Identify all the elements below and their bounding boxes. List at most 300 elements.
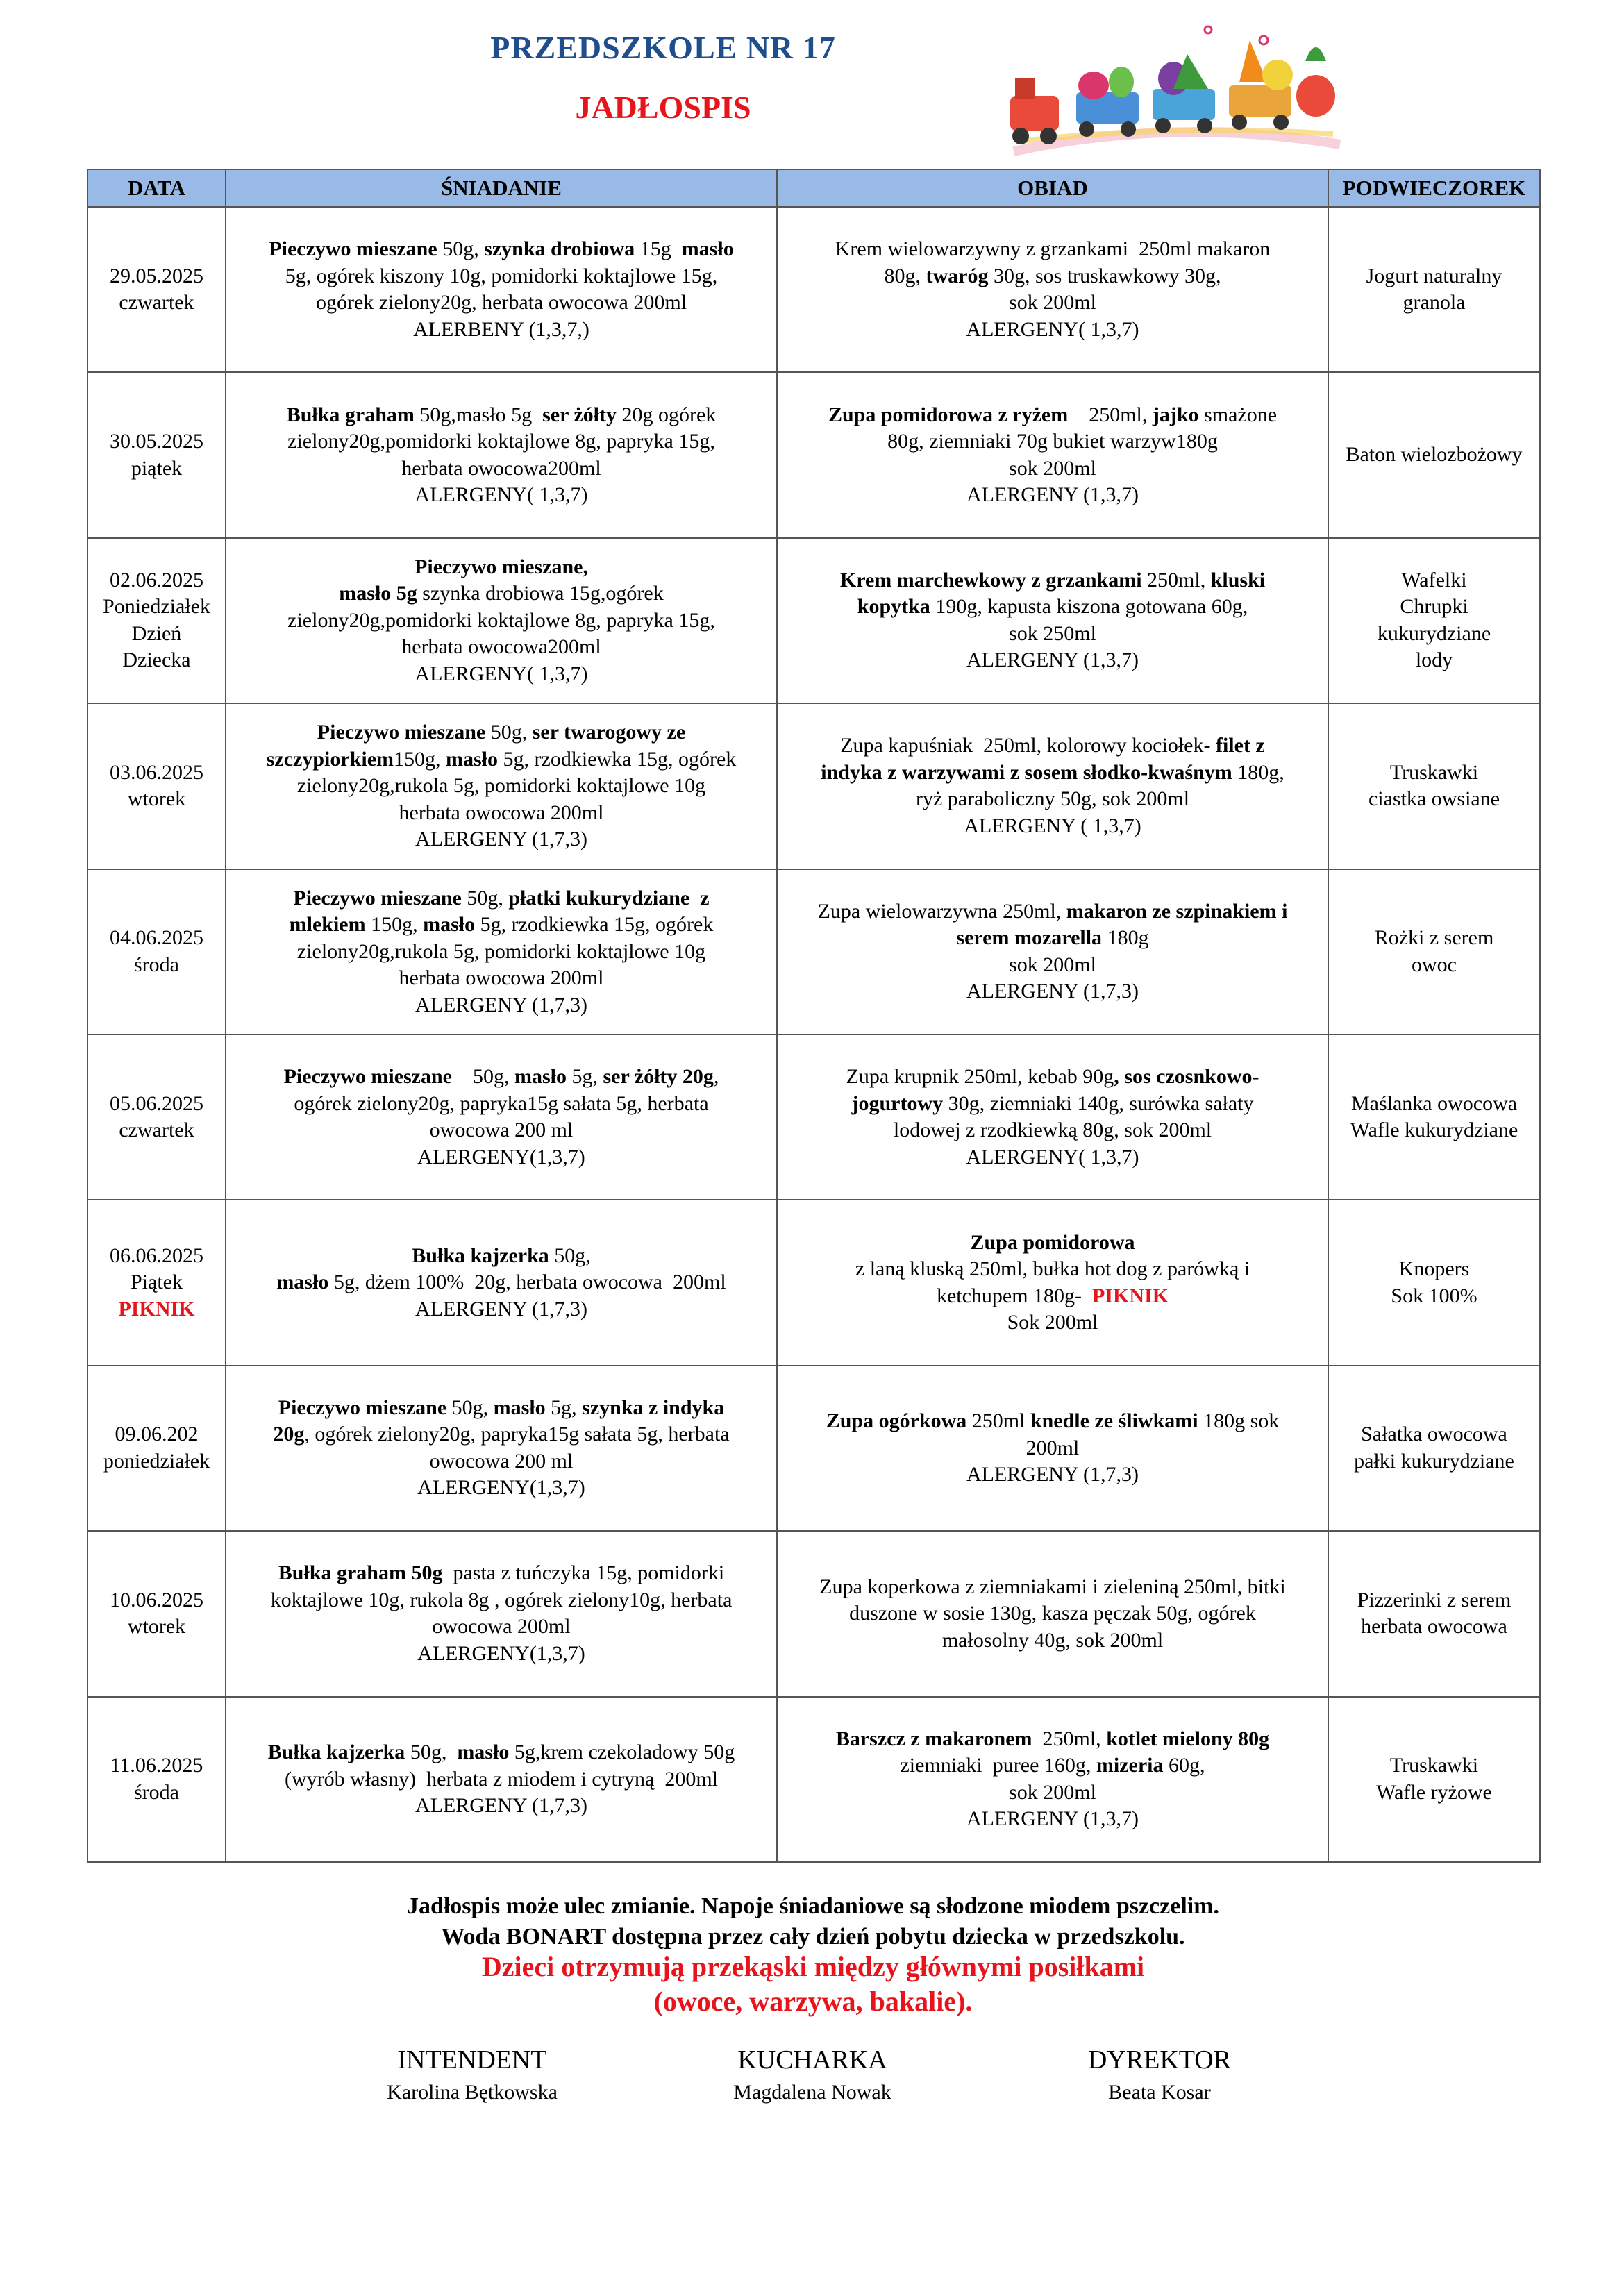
cell-line bbox=[1339, 621, 1530, 648]
text-segment: ALERGENY (1,7,3) bbox=[966, 1463, 1139, 1486]
text-segment: owocowa 200 ml bbox=[429, 1449, 574, 1473]
text-segment: Bułka graham bbox=[286, 403, 415, 426]
text-segment: ALERGENY( 1,3,7) bbox=[415, 483, 588, 507]
text-segment: ALERGENY(1,3,7) bbox=[417, 1476, 585, 1500]
cell-line bbox=[1339, 1283, 1530, 1310]
cell-line bbox=[1339, 952, 1530, 979]
text-segment: , ogórek zielony20g, papryka15g sałata 5g, herbata bbox=[304, 1423, 730, 1446]
text-segment: ogórek zielony20g, herbata owocowa 200ml bbox=[315, 291, 687, 315]
cell-line bbox=[1339, 1779, 1530, 1807]
cell-line bbox=[787, 1408, 1318, 1435]
lunch-cell bbox=[777, 703, 1328, 869]
text-segment: sok 200ml bbox=[1009, 1780, 1096, 1804]
cell-line bbox=[1339, 263, 1530, 290]
cell-line bbox=[236, 634, 767, 661]
snack-cell bbox=[1328, 1697, 1540, 1862]
table-row bbox=[87, 1034, 1540, 1200]
signature-name: Magdalena Nowak bbox=[733, 2081, 891, 2104]
text-segment: owoc bbox=[1412, 953, 1457, 976]
text-segment: Barszcz z makaronem bbox=[835, 1727, 1032, 1750]
text-segment: ALERGENY (1,7,3) bbox=[415, 828, 587, 851]
cell-line bbox=[236, 661, 767, 688]
text-segment: serem mozarella bbox=[956, 926, 1103, 950]
text-segment: herbata owocowa200ml bbox=[401, 456, 601, 480]
table-row bbox=[87, 207, 1540, 372]
table-row bbox=[87, 1366, 1540, 1531]
text-segment: małosolny 40g, sok 200ml bbox=[941, 1628, 1164, 1652]
cell-line bbox=[1339, 594, 1530, 621]
cell-line bbox=[236, 263, 767, 290]
text-segment: Bułka graham 50g bbox=[278, 1561, 443, 1585]
text-segment: herbata owocowa bbox=[1361, 1615, 1507, 1639]
menu-table bbox=[87, 169, 1541, 1863]
text-segment: Truskawki bbox=[1389, 760, 1479, 784]
date-line: Poniedziałek bbox=[103, 595, 210, 619]
text-segment: Maślanka owocowa bbox=[1350, 1091, 1518, 1115]
text-segment: knedle ze śliwkami bbox=[1030, 1409, 1198, 1433]
text-segment: ALERGENY (1,7,3) bbox=[415, 1297, 587, 1321]
text-segment: Zupa wielowarzywna 250ml, bbox=[817, 899, 1066, 923]
signature-role: KUCHARKA bbox=[737, 2045, 887, 2075]
cell-line bbox=[236, 826, 767, 853]
text-segment: herbata owocowa 200ml bbox=[399, 801, 604, 824]
text-segment: 150g, bbox=[394, 747, 446, 771]
text-segment: , sos czosnkowo- bbox=[1114, 1065, 1259, 1089]
text-segment: Zupa krupnik 250ml, kebab 90g bbox=[846, 1065, 1114, 1089]
text-segment: masło 5g bbox=[339, 582, 417, 605]
signature-role: INTENDENT bbox=[397, 2045, 547, 2075]
cell-line bbox=[787, 455, 1318, 483]
footer-note-line2: Woda BONART dostępna przez cały dzień pobytu dziecka w przedszkolu. bbox=[441, 1924, 1185, 1950]
text-segment: koktajlowe 10g, rukola 8g , ogórek zielony10g, herbata bbox=[270, 1588, 733, 1611]
breakfast-cell bbox=[226, 372, 777, 537]
text-segment: Zupa pomidorowa z ryżem bbox=[828, 403, 1069, 426]
cell-line bbox=[236, 746, 767, 773]
text-segment: Jogurt naturalny bbox=[1366, 264, 1502, 287]
lunch-cell bbox=[777, 207, 1328, 372]
cell-line bbox=[787, 1726, 1318, 1753]
cell-line bbox=[787, 263, 1318, 290]
text-segment: ALERGENY (1,7,3) bbox=[966, 980, 1139, 1003]
date-line: środa bbox=[134, 953, 179, 976]
cell-line bbox=[236, 1739, 767, 1766]
cell-line bbox=[236, 402, 767, 429]
text-segment: Zupa koperkowa z ziemniakami i zieleniną 250ml, bitki bbox=[819, 1575, 1286, 1598]
cell-line bbox=[1339, 1117, 1530, 1144]
cell-line bbox=[787, 428, 1318, 455]
text-segment: jajko bbox=[1152, 403, 1199, 426]
signature-name: Beata Kosar bbox=[1108, 2081, 1211, 2104]
text-segment: 250ml, bbox=[1068, 403, 1153, 426]
text-segment: 80g, bbox=[884, 264, 926, 287]
text-segment: granola bbox=[1403, 291, 1466, 315]
text-segment: 200ml bbox=[1026, 1436, 1080, 1459]
text-segment: lodowej z rzodkiewką 80g, sok 200ml bbox=[893, 1118, 1212, 1142]
text-segment: PIKNIK bbox=[1092, 1284, 1169, 1307]
text-segment: Wafle ryżowe bbox=[1376, 1780, 1492, 1804]
lunch-cell bbox=[777, 1697, 1328, 1862]
cell-line bbox=[787, 621, 1318, 648]
cell-line bbox=[787, 732, 1318, 760]
text-segment: Krem marchewkowy z grzankami bbox=[839, 568, 1142, 592]
cell-line bbox=[236, 800, 767, 827]
text-segment: z laną kluską 250ml, bułka hot dog z parówką i bbox=[855, 1257, 1250, 1281]
text-segment: Zupa pomidorowa bbox=[970, 1230, 1135, 1254]
text-segment: Baton wielozbożowy bbox=[1346, 443, 1523, 467]
breakfast-cell bbox=[226, 869, 777, 1034]
snack-cell bbox=[1328, 869, 1540, 1034]
cell-line bbox=[236, 1793, 767, 1820]
breakfast-cell bbox=[226, 703, 777, 869]
text-segment: masło bbox=[493, 1396, 546, 1419]
date-line: 11.06.2025 bbox=[110, 1754, 203, 1777]
text-segment: ALERBENY (1,3,7,) bbox=[413, 317, 589, 341]
column-header-snack: PODWIECZOREK bbox=[1328, 169, 1540, 207]
text-segment: Zupa ogórkowa bbox=[826, 1409, 967, 1433]
cell-line bbox=[787, 1283, 1318, 1310]
breakfast-cell bbox=[226, 1366, 777, 1531]
text-segment: ALERGENY (1,3,7) bbox=[966, 648, 1139, 672]
snack-cell bbox=[1328, 703, 1540, 869]
date-cell bbox=[87, 1531, 226, 1696]
cell-line bbox=[236, 1587, 767, 1614]
cell-line bbox=[236, 1766, 767, 1793]
cell-line bbox=[236, 1641, 767, 1668]
cell-line bbox=[787, 1779, 1318, 1807]
column-header-breakfast: ŚNIADANIE bbox=[226, 169, 777, 207]
date-line: wtorek bbox=[127, 1615, 186, 1639]
footer-note-line1: Jadłospis może ulec zmianie. Napoje śniadaniowe są słodzone miodem pszczelim. bbox=[406, 1893, 1220, 1919]
cell-line bbox=[787, 925, 1318, 952]
text-segment: , bbox=[713, 1065, 719, 1089]
text-segment: Truskawki bbox=[1389, 1754, 1479, 1777]
breakfast-cell bbox=[226, 1531, 777, 1696]
text-segment: sok 200ml bbox=[1009, 953, 1096, 976]
text-segment: jogurtowy bbox=[851, 1091, 944, 1115]
text-segment: 30g, ziemniaki 140g, surówka sałaty bbox=[943, 1091, 1254, 1115]
cell-line bbox=[787, 482, 1318, 509]
text-segment: 20g bbox=[273, 1423, 305, 1446]
cell-line bbox=[1339, 1091, 1530, 1118]
text-segment: masło bbox=[681, 237, 734, 261]
cell-line bbox=[787, 1144, 1318, 1171]
cell-line bbox=[787, 402, 1318, 429]
text-segment: herbata owocowa200ml bbox=[401, 635, 601, 659]
text-segment: ser żółty 20g bbox=[603, 1065, 714, 1089]
cell-line bbox=[1339, 1587, 1530, 1614]
text-segment: sok 250ml bbox=[1009, 621, 1096, 645]
date-cell bbox=[87, 1366, 226, 1531]
cell-line bbox=[787, 898, 1318, 925]
text-segment: szynka drobiowa 15g,ogórek bbox=[417, 582, 664, 605]
date-line: piątek bbox=[131, 456, 183, 480]
text-segment: 5g, rzodkiewka 15g, ogórek bbox=[475, 913, 714, 936]
cell-line bbox=[787, 1256, 1318, 1283]
text-segment: Bułka kajzerka bbox=[412, 1243, 549, 1267]
lunch-cell bbox=[777, 1531, 1328, 1696]
cell-line bbox=[236, 1091, 767, 1118]
cell-line bbox=[787, 1627, 1318, 1654]
cell-line bbox=[787, 594, 1318, 621]
cell-line bbox=[236, 290, 767, 317]
cell-line bbox=[787, 1091, 1318, 1118]
cell-line bbox=[787, 1461, 1318, 1489]
text-segment: Pieczywo mieszane bbox=[293, 886, 462, 910]
text-segment: owocowa 200ml bbox=[432, 1615, 571, 1639]
cell-line bbox=[236, 719, 767, 746]
text-segment: Wafelki bbox=[1401, 568, 1467, 592]
text-segment: ALERGENY (1,3,7) bbox=[966, 1807, 1139, 1831]
cell-line bbox=[1339, 760, 1530, 787]
text-segment: ser żółty bbox=[542, 403, 617, 426]
text-segment: kotlet mielony 80g bbox=[1106, 1727, 1270, 1750]
text-segment: masło bbox=[457, 1741, 510, 1763]
text-segment: 5g, bbox=[545, 1396, 583, 1419]
cell-line bbox=[236, 428, 767, 455]
lunch-cell bbox=[777, 1034, 1328, 1200]
cell-line bbox=[787, 952, 1318, 979]
text-segment: ALERGENY( 1,3,7) bbox=[966, 1145, 1139, 1168]
text-segment: 5g, ogórek kiszony 10g, pomidorki koktajlowe 15g, bbox=[285, 264, 718, 287]
text-segment: Sałatka owocowa bbox=[1361, 1423, 1507, 1446]
date-line: 03.06.2025 bbox=[110, 760, 203, 784]
text-segment: ALERGENY( 1,3,7) bbox=[966, 317, 1139, 341]
text-segment: ALERGENY (1,3,7) bbox=[966, 483, 1139, 507]
text-segment: 30g, sos truskawkowy 30g, bbox=[988, 264, 1221, 287]
snack-cell bbox=[1328, 1034, 1540, 1200]
text-segment: 50g, bbox=[485, 721, 533, 744]
snack-cell bbox=[1328, 1366, 1540, 1531]
text-segment: Knopers bbox=[1398, 1257, 1470, 1281]
text-segment: herbata owocowa 200ml bbox=[399, 966, 604, 989]
text-segment: kopytka bbox=[857, 595, 930, 619]
table-row bbox=[87, 372, 1540, 537]
text-segment: 5g,krem czekoladowy 50g bbox=[509, 1741, 735, 1763]
text-segment: 50g, bbox=[446, 1396, 494, 1419]
cell-line bbox=[787, 786, 1318, 813]
page-subtitle: JADŁOSPIS bbox=[575, 90, 751, 125]
date-line: wtorek bbox=[127, 787, 186, 811]
page-title: PRZEDSZKOLE NR 17 bbox=[490, 30, 836, 65]
cell-line bbox=[236, 885, 767, 912]
text-segment: 50g,masło 5g bbox=[414, 403, 543, 426]
lunch-cell bbox=[777, 1200, 1328, 1365]
cell-line bbox=[787, 1574, 1318, 1601]
text-segment: 250ml bbox=[966, 1409, 1030, 1433]
cell-line bbox=[787, 567, 1318, 594]
cell-line bbox=[236, 992, 767, 1019]
cell-line bbox=[787, 1064, 1318, 1091]
text-segment: zielony20g,rukola 5g, pomidorki koktajlowe 10g bbox=[296, 939, 706, 963]
cell-line bbox=[236, 1395, 767, 1422]
cell-line bbox=[787, 760, 1318, 787]
text-segment: makaron ze szpinakiem i bbox=[1066, 899, 1288, 923]
date-line: 30.05.2025 bbox=[110, 430, 203, 453]
cell-line bbox=[787, 1230, 1318, 1257]
text-segment: Wafle kukurydziane bbox=[1350, 1118, 1518, 1142]
cell-line bbox=[236, 455, 767, 483]
cell-line bbox=[236, 1614, 767, 1641]
date-cell bbox=[87, 869, 226, 1034]
date-line: czwartek bbox=[119, 291, 194, 315]
text-segment: lody bbox=[1415, 648, 1453, 672]
text-segment: Rożki z serem bbox=[1374, 926, 1494, 950]
text-segment: (wyrób własny) herbata z miodem i cytryną 200ml bbox=[285, 1767, 718, 1791]
text-segment: ketchupem 180g- bbox=[936, 1284, 1093, 1307]
text-segment: szynka drobiowa bbox=[484, 237, 635, 261]
cell-line bbox=[236, 1560, 767, 1587]
text-segment: owocowa 200 ml bbox=[429, 1118, 574, 1142]
cell-line bbox=[236, 912, 767, 939]
text-segment: ALERGENY( 1,3,7) bbox=[415, 662, 588, 685]
text-segment: ryż paraboliczny 50g, sok 200ml bbox=[915, 787, 1190, 811]
cell-line bbox=[787, 813, 1318, 840]
signature-cook bbox=[656, 2044, 969, 2106]
snack-cell bbox=[1328, 207, 1540, 372]
cell-line bbox=[787, 317, 1318, 344]
text-segment: sok 200ml bbox=[1009, 456, 1096, 480]
text-segment: filet z bbox=[1215, 734, 1265, 757]
cell-line bbox=[787, 1117, 1318, 1144]
snack-cell bbox=[1328, 538, 1540, 703]
table-row bbox=[87, 869, 1540, 1034]
text-segment: Pieczywo mieszane, bbox=[415, 555, 588, 578]
cell-line bbox=[787, 1435, 1318, 1462]
text-segment: kluski bbox=[1210, 568, 1266, 592]
text-segment: 5g, bbox=[567, 1065, 603, 1089]
cell-line bbox=[1339, 925, 1530, 952]
cell-line bbox=[1339, 290, 1530, 317]
date-cell bbox=[87, 1034, 226, 1200]
text-segment: duszone w sosie 130g, kasza pęczak 50g, ogórek bbox=[849, 1602, 1256, 1625]
date-line: Piątek bbox=[131, 1271, 183, 1294]
lunch-cell bbox=[777, 372, 1328, 537]
table-row bbox=[87, 703, 1540, 869]
cell-line bbox=[1339, 786, 1530, 813]
date-cell bbox=[87, 372, 226, 537]
signature-name: Karolina Bętkowska bbox=[387, 2081, 558, 2104]
cell-line bbox=[787, 647, 1318, 674]
text-segment: szynka z indyka bbox=[582, 1396, 725, 1419]
cell-line bbox=[1339, 1448, 1530, 1475]
cell-line bbox=[236, 1064, 767, 1091]
text-segment: ogórek zielony20g, papryka15g sałata 5g, herbata bbox=[294, 1091, 709, 1115]
footer-red-note bbox=[87, 1950, 1539, 2019]
date-cell bbox=[87, 1697, 226, 1862]
lunch-cell bbox=[777, 538, 1328, 703]
table-header-row bbox=[87, 169, 1540, 207]
text-segment: pasta z tuńczyka 15g, pomidorki bbox=[442, 1561, 725, 1585]
text-segment: 180g sok bbox=[1198, 1409, 1280, 1433]
date-line: poniedziałek bbox=[103, 1449, 210, 1473]
footer-red-line2: (owoce, warzywa, bakalie). bbox=[653, 1986, 973, 2017]
text-segment: Sok 200ml bbox=[1007, 1311, 1098, 1334]
text-segment: ALERGENY(1,3,7) bbox=[417, 1145, 585, 1168]
date-line: środa bbox=[134, 1780, 179, 1804]
table-row bbox=[87, 538, 1540, 703]
cell-line bbox=[236, 1243, 767, 1270]
text-segment: ALERGENY(1,3,7) bbox=[417, 1641, 585, 1665]
text-segment: ciastka owsiane bbox=[1368, 787, 1500, 811]
text-segment: zielony20g,pomidorki koktajlowe 8g, papryka 15g, bbox=[287, 430, 715, 453]
text-segment: indyka z warzywami z sosem słodko-kwaśnym bbox=[821, 760, 1232, 784]
cell-line bbox=[236, 773, 767, 800]
text-segment: zielony20g,pomidorki koktajlowe 8g, papryka 15g, bbox=[287, 608, 715, 632]
cell-line bbox=[236, 965, 767, 992]
text-segment: ser twarogowy ze bbox=[532, 721, 686, 744]
cell-line bbox=[236, 939, 767, 966]
cell-line bbox=[236, 580, 767, 607]
table-row bbox=[87, 1697, 1540, 1862]
cell-line bbox=[236, 1448, 767, 1475]
text-segment: 50g, bbox=[405, 1741, 458, 1763]
text-segment: 250ml, bbox=[1141, 568, 1211, 592]
text-segment: Pieczywo mieszane bbox=[317, 721, 486, 744]
text-segment: pałki kukurydziane bbox=[1354, 1449, 1514, 1473]
lunch-cell bbox=[777, 1366, 1328, 1531]
lunch-cell bbox=[777, 869, 1328, 1034]
text-segment: twaróg bbox=[926, 264, 989, 287]
date-line: 04.06.2025 bbox=[110, 926, 203, 950]
date-line: 05.06.2025 bbox=[110, 1091, 203, 1115]
date-line: Dzień bbox=[131, 621, 182, 645]
cell-line bbox=[1339, 567, 1530, 594]
text-segment: ALERGENY (1,7,3) bbox=[415, 993, 587, 1016]
cell-line bbox=[236, 554, 767, 581]
text-segment: smażone bbox=[1198, 403, 1278, 426]
text-segment: Bułka kajzerka bbox=[267, 1741, 405, 1763]
cell-line bbox=[787, 1600, 1318, 1627]
text-segment: Pieczywo mieszane bbox=[269, 237, 437, 261]
cell-line bbox=[236, 1144, 767, 1171]
breakfast-cell bbox=[226, 1200, 777, 1365]
cell-line bbox=[787, 1309, 1318, 1336]
date-line: czwartek bbox=[119, 1118, 194, 1142]
breakfast-cell bbox=[226, 207, 777, 372]
date-line: 29.05.2025 bbox=[110, 264, 203, 287]
date-line: Dziecka bbox=[122, 648, 191, 672]
text-segment: 20g ogórek bbox=[616, 403, 717, 426]
text-segment: Chrupki bbox=[1400, 595, 1468, 619]
cell-line bbox=[787, 1752, 1318, 1779]
text-segment: 50g, bbox=[452, 1065, 514, 1089]
text-segment: 80g, ziemniaki 70g bukiet warzyw180g bbox=[887, 430, 1218, 453]
cell-line bbox=[236, 607, 767, 635]
snack-cell bbox=[1328, 1531, 1540, 1696]
breakfast-cell bbox=[226, 538, 777, 703]
cell-line bbox=[1339, 1614, 1530, 1641]
cell-line bbox=[1339, 1256, 1530, 1283]
text-segment: szczypiorkiem bbox=[266, 747, 394, 771]
text-segment: 190g, kapusta kiszona gotowana 60g, bbox=[930, 595, 1248, 619]
cell-line bbox=[236, 1117, 767, 1144]
text-segment: Sok 100% bbox=[1391, 1284, 1477, 1307]
column-header-date: DATA bbox=[87, 169, 226, 207]
text-segment: masło bbox=[446, 747, 499, 771]
text-segment: masło bbox=[423, 913, 476, 936]
date-line: 02.06.2025 bbox=[110, 568, 203, 592]
cell-line bbox=[787, 236, 1318, 263]
date-cell bbox=[87, 538, 226, 703]
cell-line bbox=[1339, 647, 1530, 674]
text-segment: 50g, bbox=[461, 886, 509, 910]
text-segment: ALERGENY ( 1,3,7) bbox=[964, 814, 1141, 837]
text-segment: Pieczywo mieszane bbox=[283, 1065, 452, 1089]
date-line: PIKNIK bbox=[118, 1297, 195, 1321]
text-segment: Pieczywo mieszane bbox=[278, 1396, 447, 1419]
breakfast-cell bbox=[226, 1034, 777, 1200]
signature-director bbox=[1003, 2044, 1316, 2106]
